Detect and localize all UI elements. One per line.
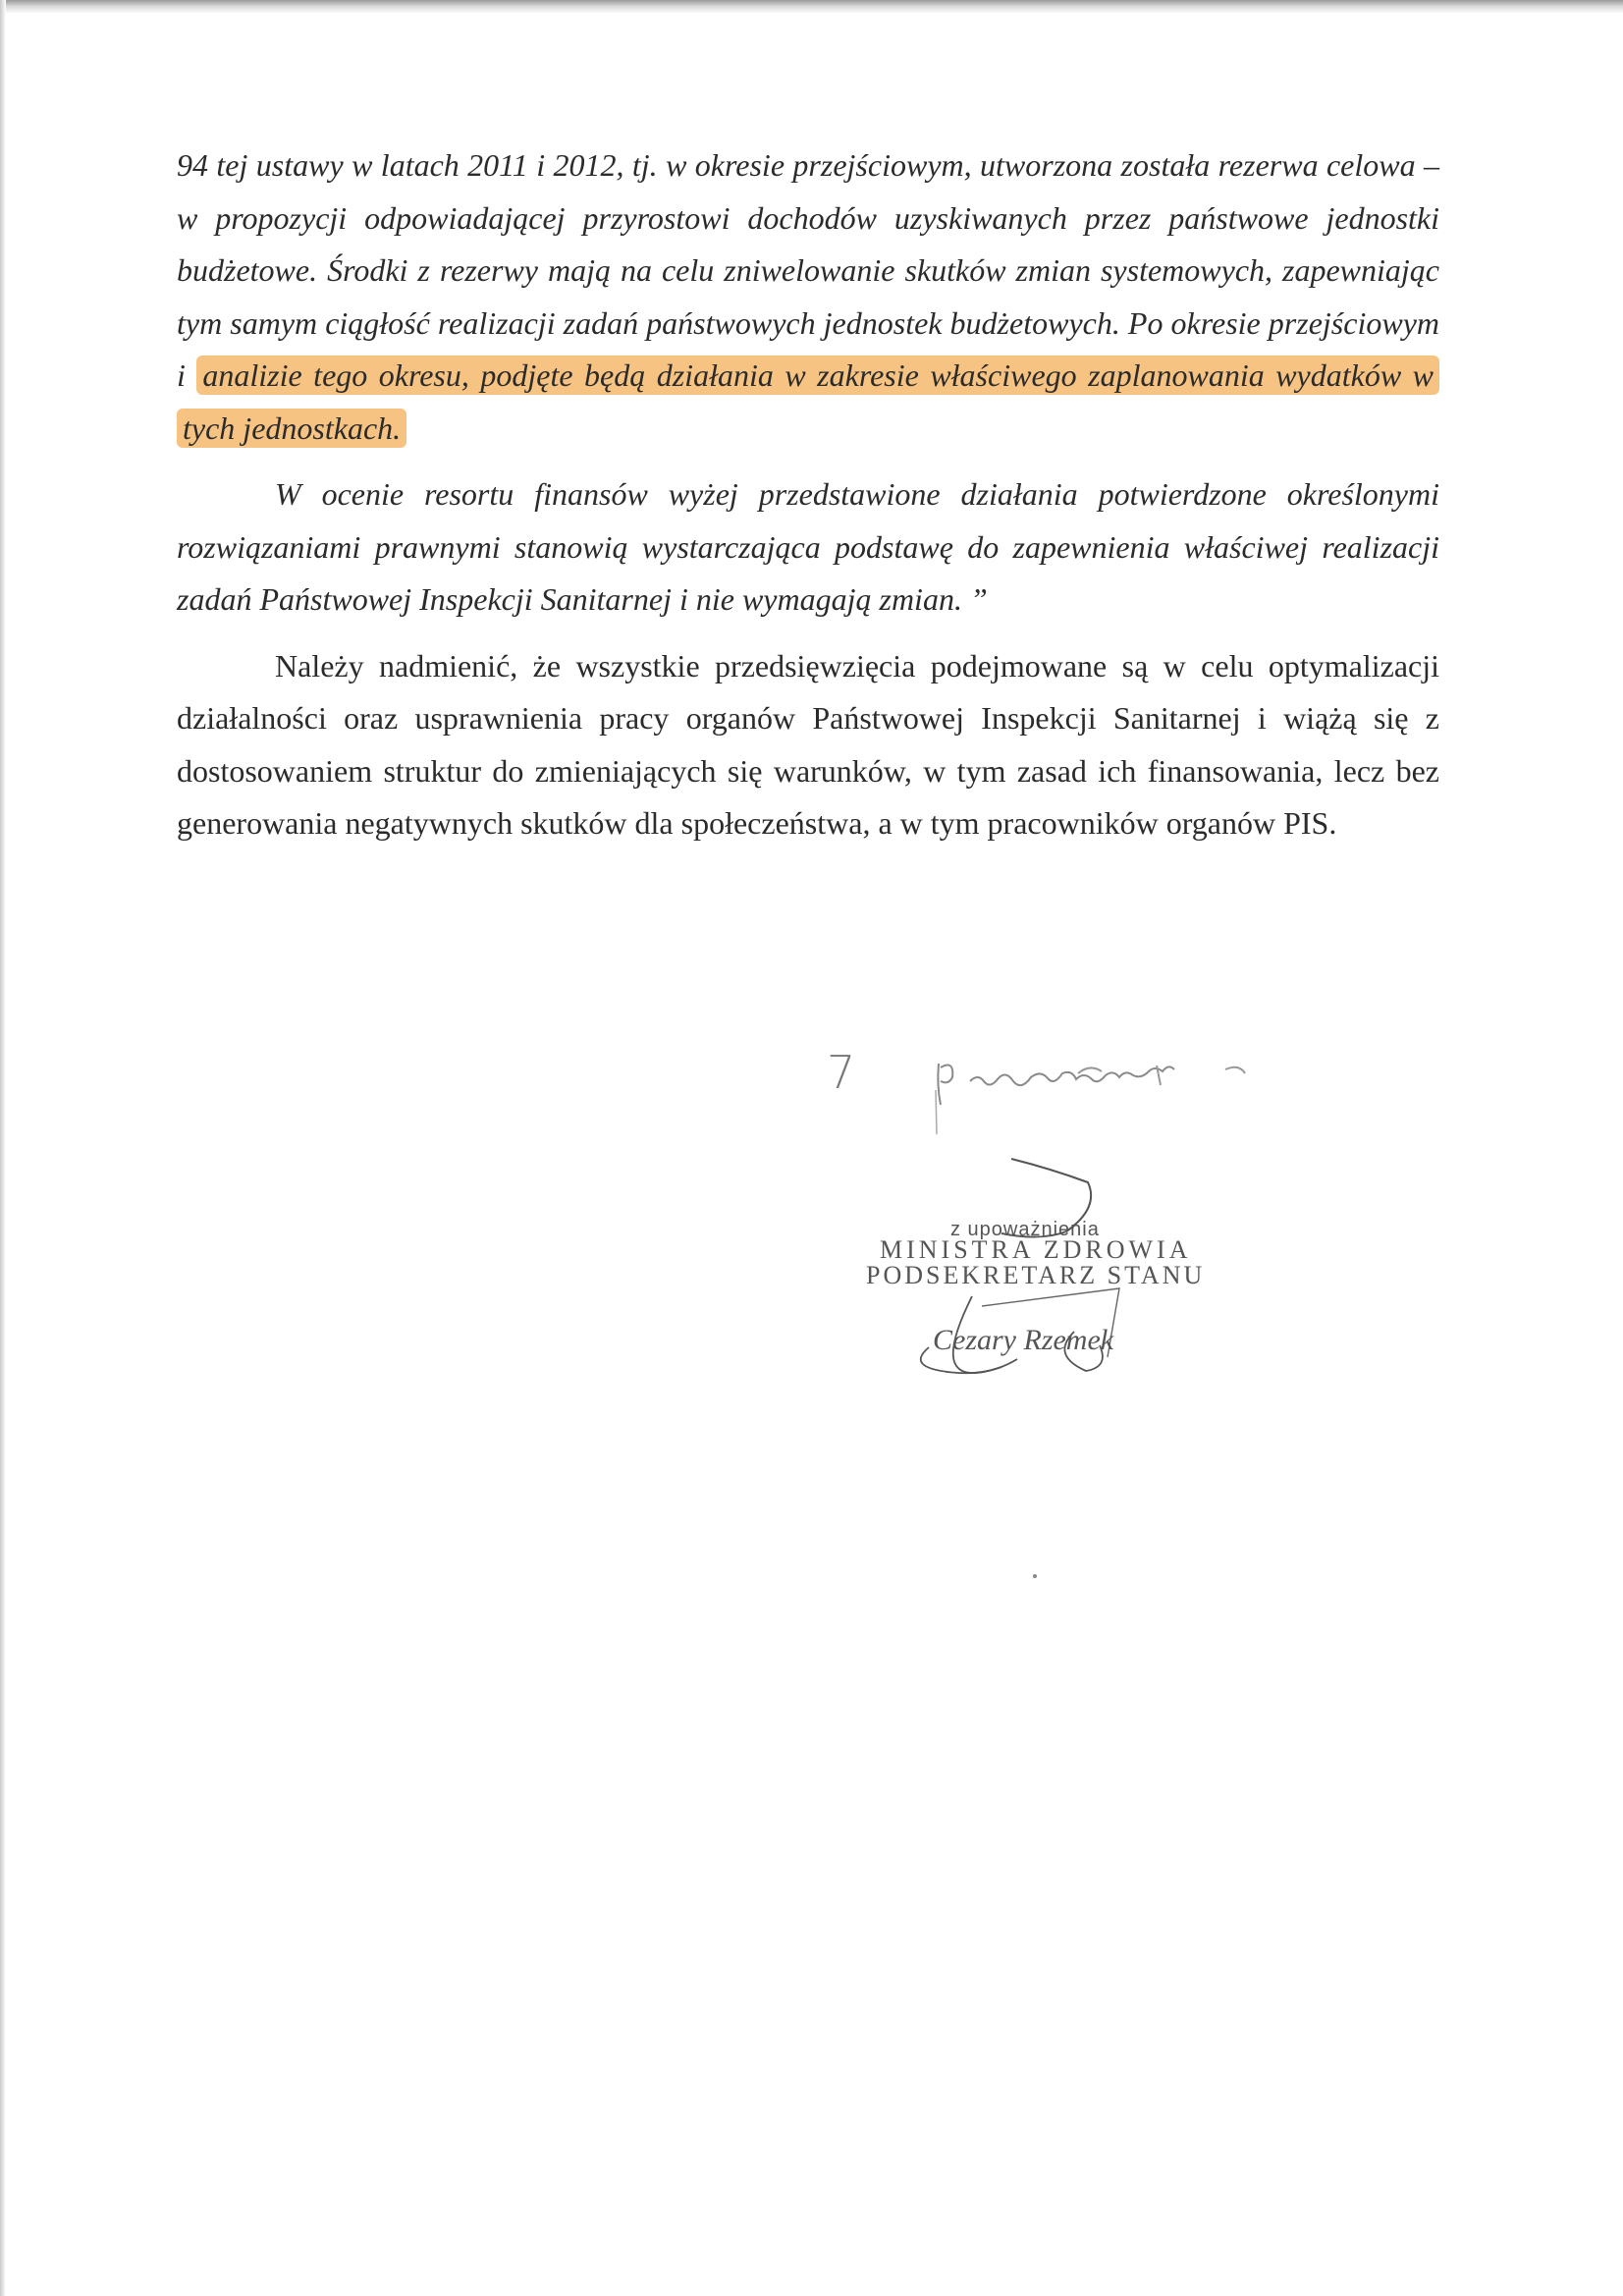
highlighted-passage: analizie tego okresu, podjęte będą działania w zakresie właściwego zaplanowania wydatków w tych jednostkach. [177, 355, 1439, 448]
stamp-authorization-line: z upoważnienia [950, 1219, 1100, 1240]
quote-paragraph-1-text: 94 tej ustawy w latach 2011 i 2012, tj. w okresie przejściowym, utworzona została rezerwa celowa – w propozycji odpowiadającej przyrostowi dochodów uzyskiwanych przez państwowe jednostki budżetowe. Środki z rezerwy mają na celu zniwelowanie skutków zmian systemowych, zapewniając tym samym ciągłość realizacji zadań państwowych jednostek budżetowych. Po okresie przejściowym i [177, 147, 1439, 393]
handwritten-note-scribble [931, 1046, 1284, 1134]
quote-paragraph-1 [177, 139, 1439, 455]
scan-edge-left [0, 0, 6, 2296]
quote-paragraph-2: W ocenie resortu finansów wyżej przedstawione działania potwierdzone określonymi rozwiązaniami prawnymi stanowią wystarczająca podstawę do zapewnienia właściwej realizacji zadań Państwowej Inspekcji Sanitarnej i nie wymagają zmian. ” [177, 476, 1439, 617]
handwritten-mark: 7 [827, 1046, 856, 1099]
letter-body [177, 139, 1439, 850]
stamp-title-line: PODSEKRETARZ STANU [866, 1261, 1206, 1289]
stamp-ministry-line: MINISTRA ZDROWIA [880, 1235, 1192, 1264]
stamp-signatory-name: Cezary Rzemek [933, 1324, 1114, 1356]
scan-edge-top [0, 0, 1623, 14]
scan-speck [1033, 1574, 1037, 1578]
closing-paragraph: Należy nadmienić, że wszystkie przedsięwzięcia podejmowane są w celu optymalizacji działalności oraz usprawnienia pracy organów Państwowej Inspekcji Sanitarnej i wiążą się z dostosowaniem struktur do zmieniających się warunków, w tym zasad ich finansowania, lecz bez generowania negatywnych skutków dla społeczeństwa, a w tym pracowników organów PIS. [177, 647, 1439, 841]
official-stamp [864, 1149, 1237, 1394]
